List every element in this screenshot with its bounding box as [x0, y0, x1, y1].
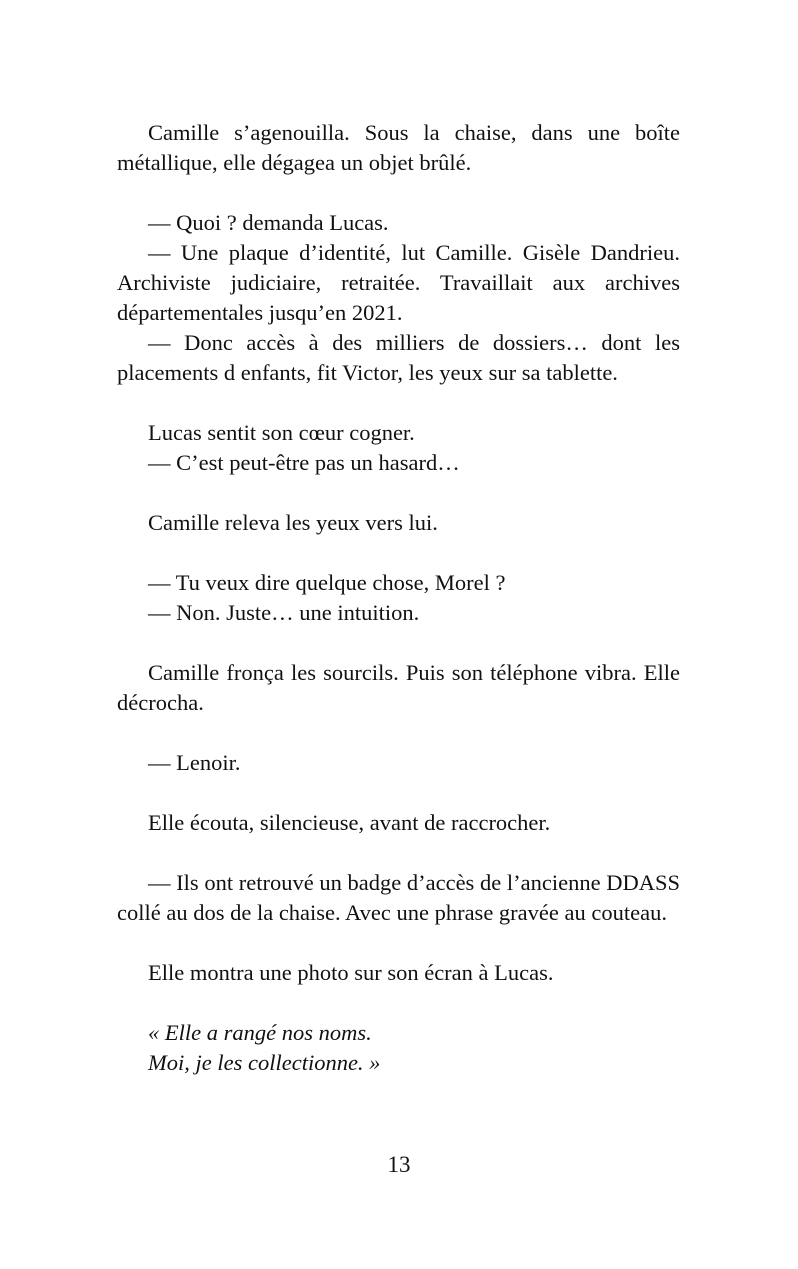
dialogue-lenoir: — Lenoir.: [148, 750, 241, 775]
dialogue-quoi: — Quoi ? demanda Lucas.: [148, 210, 389, 235]
body-text: [117, 118, 680, 1078]
dialogue-hasard: — C’est peut-être pas un hasard…: [148, 450, 460, 475]
paragraph-coeur: Lucas sentit son cœur cogner.: [148, 420, 415, 445]
paragraph-telephone: Camille fronça les sourcils. Puis son téléphone vibra. Elle décrocha.: [117, 660, 680, 715]
paragraph-photo: Elle montra une photo sur son écran à Lucas.: [148, 960, 554, 985]
dialogue-badge: — Ils ont retrouvé un badge d’accès de l’ancienne DDASS collé au dos de la chaise. Avec une phrase gravée au couteau.: [117, 870, 680, 925]
dialogue-intuition: — Non. Juste… une intuition.: [148, 600, 420, 625]
dialogue-plaque: — Une plaque d’identité, lut Camille. Gisèle Dandrieu. Archiviste judiciaire, retraitée. Travaillait aux archives départementales jusqu’en 2021.: [117, 240, 680, 325]
dialogue-dossiers: — Donc accès à des milliers de dossiers… dont les placements d enfants, fit Victor, les yeux sur sa tablette.: [117, 330, 680, 385]
engraved-phrase-line-1: « Elle a rangé nos noms.: [148, 1020, 372, 1045]
paragraph-ecouta: Elle écouta, silencieuse, avant de raccrocher.: [148, 810, 551, 835]
dialogue-morel: — Tu veux dire quelque chose, Morel ?: [148, 570, 506, 595]
paragraph-releva: Camille releva les yeux vers lui.: [148, 510, 438, 535]
paragraph-kneel: Camille s’agenouilla. Sous la chaise, dans une boîte métallique, elle dégagea un objet brûlé.: [117, 120, 680, 175]
engraved-phrase-line-2: Moi, je les collectionne. »: [148, 1050, 381, 1075]
page-number: 13: [387, 1152, 411, 1177]
